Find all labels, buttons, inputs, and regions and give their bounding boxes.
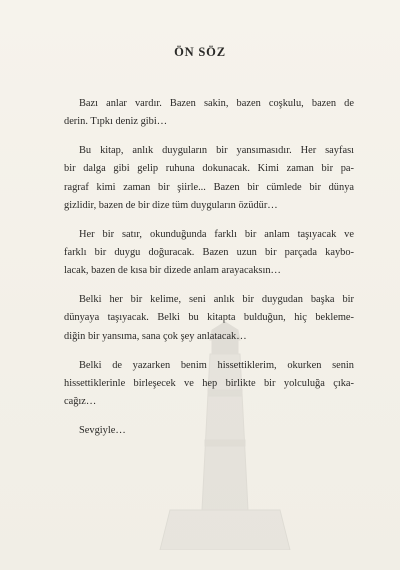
text-line: dünyaya taşıyacak. Belki bu kitapta bulduğun, hiç bekleme- [64,312,354,324]
text-line: Sevgiyle… [79,425,126,437]
text-line: Her bir satır, okunduğunda farklı bir anlam taşıyacak ve [79,228,354,240]
text-line: Bazı anlar vardır. Bazen sakin, bazen coşkulu, bazen de [79,98,354,109]
text-line: Belki de yazarken benim hissettiklerim, okurken senin [79,359,354,371]
text-line: farklı bir duygu doğuracak. Bazen uzun bir parçada kaybo- [64,247,354,259]
text-line: derin. Tıpkı deniz gibi… [64,116,168,128]
page-title: ÖN SÖZ [174,45,226,59]
text-line: hissettiklerinle birleşecek ve hep birlikte bir yolculuğa çıka- [64,377,354,389]
text-line: Bu kitap, anlık duyguların bir yansımasıdır. Her sayfası [79,145,354,157]
paragraph [64,142,354,215]
text-line: lacak, bazen de kısa bir dizede anlam arayacaksın… [64,265,281,277]
text-line: ragraf kimi zaman bir şiirle... Bazen bir cümlede bir dünya [64,181,354,193]
text-line: gizlidir, bazen de bir dize tüm duyguların özüdür… [64,199,278,211]
paragraph [64,357,354,412]
paragraph [64,291,354,346]
paragraph [64,95,354,131]
paragraph [64,422,354,440]
preface-body [64,95,354,451]
text-line: cağız… [64,396,97,408]
paragraph [64,226,354,281]
text-line: diğin bir yansıma, sana çok şey anlatacak… [64,330,247,342]
text-line: bir dalga gibi gelip ruhuna dokunacak. Kimi zaman bir pa- [64,163,354,175]
text-line: Belki her bir kelime, seni anlık bir duygudan başka bir [79,294,354,306]
